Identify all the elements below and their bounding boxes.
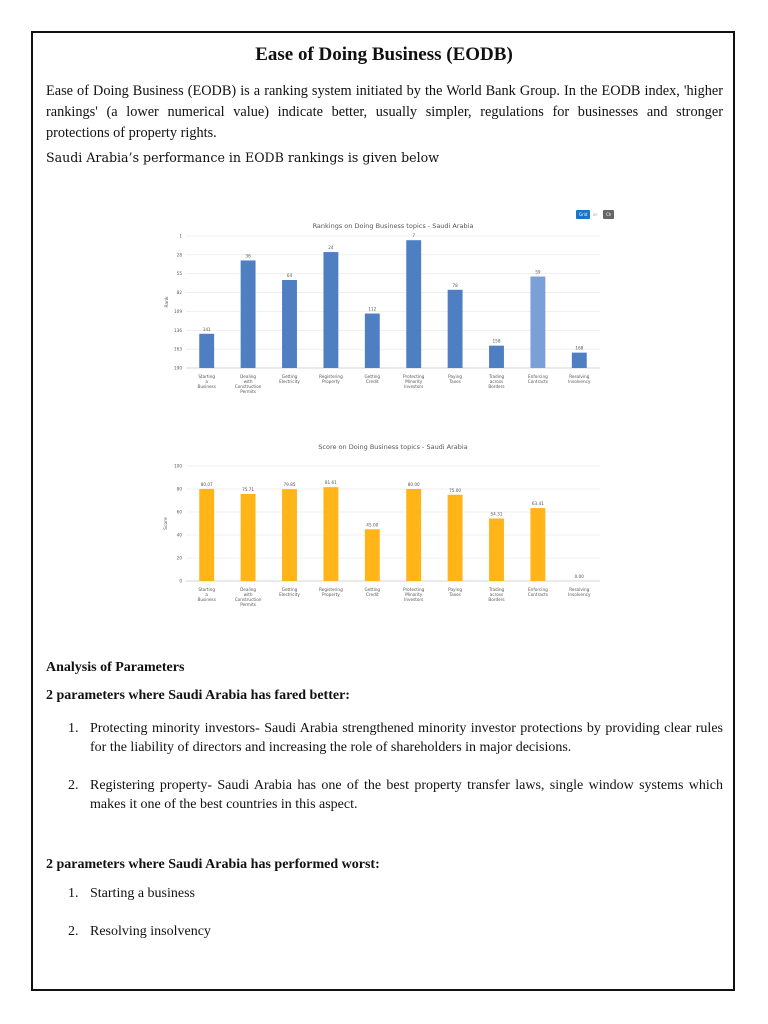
x-tick-label: with [243, 592, 253, 597]
y-tick-label: 163 [174, 346, 182, 352]
bar [199, 489, 214, 581]
x-tick-label: Credit [366, 379, 379, 384]
data-label: 36 [245, 253, 251, 259]
x-tick-label: Dealing [240, 374, 257, 379]
x-tick-label: Electricity [279, 379, 300, 384]
bar [241, 494, 256, 581]
x-tick-label: Trading [488, 374, 505, 379]
x-tick-label: Property [322, 379, 340, 384]
bar [530, 508, 545, 581]
bar [323, 252, 338, 368]
bar [489, 519, 504, 581]
performance-line: Saudi Arabia’s performance in EODB rankings is given below [46, 150, 440, 165]
y-tick-label: 80 [176, 486, 182, 492]
x-tick-label: Construction [234, 597, 262, 602]
bar [406, 240, 421, 368]
data-label: 54.31 [490, 511, 503, 517]
bar [572, 353, 587, 368]
list-text: Protecting minority investors- Saudi Arabia strengthened minority investor protections by providing clear rules for the liability of directors and increasing the role of shareholders in major decisions. [90, 721, 723, 755]
list-item [68, 922, 723, 941]
x-tick-label: Borders [488, 597, 505, 602]
x-tick-label: Construction [234, 384, 262, 389]
data-label: 158 [492, 338, 501, 344]
x-tick-label: across [489, 592, 504, 597]
x-tick-label: Starting [198, 587, 216, 592]
rankings-chart [154, 208, 616, 402]
y-tick-label: 55 [176, 271, 182, 277]
grid-button[interactable]: Grid [576, 210, 590, 219]
y-tick-label: 40 [176, 532, 182, 538]
y-tick-label: 190 [174, 365, 182, 371]
x-tick-label: Registering [319, 374, 343, 379]
x-tick-label: Resolving [569, 587, 590, 592]
list-text: Starting a business [90, 886, 195, 901]
data-label: 63.41 [531, 501, 544, 507]
x-tick-label: Contracts [527, 379, 549, 384]
scores-chart-svg [154, 440, 616, 614]
x-tick-label: Starting [198, 374, 216, 379]
x-tick-label: Contracts [527, 592, 549, 597]
data-label: 75.00 [449, 487, 462, 493]
bar [406, 489, 421, 581]
x-tick-label: Minority [405, 592, 423, 597]
list-item [68, 776, 723, 814]
x-tick-label: Permits [240, 602, 256, 607]
page-title: Ease of Doing Business (EODB) [255, 44, 513, 65]
list-item [68, 719, 723, 757]
or-label: or [593, 212, 598, 217]
data-label: 81.61 [324, 480, 337, 486]
x-tick-label: Getting [364, 587, 381, 592]
bar [323, 487, 338, 581]
x-tick-label: Enforcing [528, 374, 548, 379]
x-tick-label: Investors [404, 597, 424, 602]
y-tick-label: 1 [179, 233, 182, 239]
data-label: 24 [328, 245, 334, 251]
analysis-heading: Analysis of Parameters [46, 660, 185, 675]
data-label: 80.07 [200, 481, 213, 487]
x-tick-label: a [205, 592, 208, 597]
bar [365, 529, 380, 581]
x-tick-label: Business [197, 597, 216, 602]
x-tick-label: Enforcing [528, 587, 548, 592]
y-tick-label: 60 [176, 509, 182, 515]
worst-heading: 2 parameters where Saudi Arabia has performed worst: [46, 857, 380, 872]
x-tick-label: Insolvency [568, 379, 591, 384]
bar [530, 277, 545, 368]
bar [282, 280, 297, 368]
x-tick-label: Dealing [240, 587, 257, 592]
bar [489, 346, 504, 368]
x-tick-label: Getting [364, 374, 381, 379]
list-number: 1. [68, 721, 79, 736]
y-tick-label: 28 [176, 252, 182, 258]
x-tick-label: Insolvency [568, 592, 591, 597]
data-label: 168 [575, 345, 584, 351]
bar [365, 314, 380, 368]
y-tick-label: 20 [176, 555, 182, 561]
data-label: 0.00 [574, 574, 584, 579]
intro-paragraph: Ease of Doing Business (EODB) is a ranking system initiated by the World Bank Group. In the EODB index, 'higher rankings' (a lower numerical value) indicate better, usually simpler, regulations for businesses and stronger protections of property rights. [46, 83, 723, 141]
x-tick-label: Paying [448, 587, 463, 592]
bar [448, 495, 463, 581]
data-label: 79.85 [283, 482, 296, 488]
list-item [68, 884, 723, 903]
x-tick-label: Taxes [449, 592, 461, 597]
chart-title: Rankings on Doing Business topics - Saudi Arabia [312, 222, 474, 230]
y-axis-label: Score [164, 517, 169, 530]
x-tick-label: Electricity [279, 592, 300, 597]
scores-chart [154, 440, 616, 614]
data-label: 45.00 [366, 522, 379, 528]
list-text: Resolving insolvency [90, 924, 211, 939]
data-label: 80.00 [407, 482, 420, 487]
data-label: 112 [368, 306, 377, 312]
bar [199, 334, 214, 368]
list-number: 1. [68, 886, 79, 901]
x-tick-label: Investors [404, 384, 424, 389]
y-tick-label: 136 [174, 327, 182, 333]
x-tick-label: Borders [488, 384, 505, 389]
y-tick-label: 82 [176, 290, 182, 296]
data-label: 64 [286, 273, 293, 278]
better-heading: 2 parameters where Saudi Arabia has fared better: [46, 688, 350, 703]
list-number: 2. [68, 778, 79, 793]
chart-button[interactable]: Ch [603, 210, 614, 219]
x-tick-label: across [489, 379, 504, 384]
x-tick-label: with [243, 379, 253, 384]
y-axis-label: Rank [165, 296, 170, 308]
data-label: 78 [452, 282, 458, 288]
x-tick-label: Getting [281, 374, 298, 379]
data-label: 59 [535, 269, 541, 275]
data-label: 7 [412, 233, 416, 239]
bar [241, 260, 256, 368]
chart-title: Score on Doing Business topics - Saudi Arabia [318, 443, 468, 451]
x-tick-label: Resolving [569, 374, 590, 379]
list-text: Registering property- Saudi Arabia has one of the best property transfer laws, single window systems which makes it one of the best countries in this aspect. [90, 778, 723, 812]
x-tick-label: Business [197, 384, 216, 389]
rankings-chart-svg [154, 208, 616, 402]
y-tick-label: 109 [174, 308, 182, 314]
x-tick-label: Minority [405, 379, 423, 384]
x-tick-label: a [205, 379, 208, 384]
list-number: 2. [68, 924, 79, 939]
x-tick-label: Paying [448, 374, 463, 379]
x-tick-label: Permits [240, 389, 256, 394]
bar [282, 489, 297, 581]
y-tick-label: 100 [174, 463, 182, 469]
data-label: 141 [202, 326, 211, 332]
x-tick-label: Registering [319, 587, 343, 592]
x-tick-label: Credit [366, 592, 379, 597]
x-tick-label: Taxes [449, 379, 461, 384]
y-tick-label: 0 [179, 578, 182, 584]
x-tick-label: Getting [281, 587, 298, 592]
x-tick-label: Property [322, 592, 340, 597]
x-tick-label: Trading [488, 587, 505, 592]
x-tick-label: Protecting [403, 374, 425, 379]
data-label: 75.71 [242, 486, 255, 492]
x-tick-label: Protecting [403, 587, 425, 592]
bar [448, 290, 463, 368]
